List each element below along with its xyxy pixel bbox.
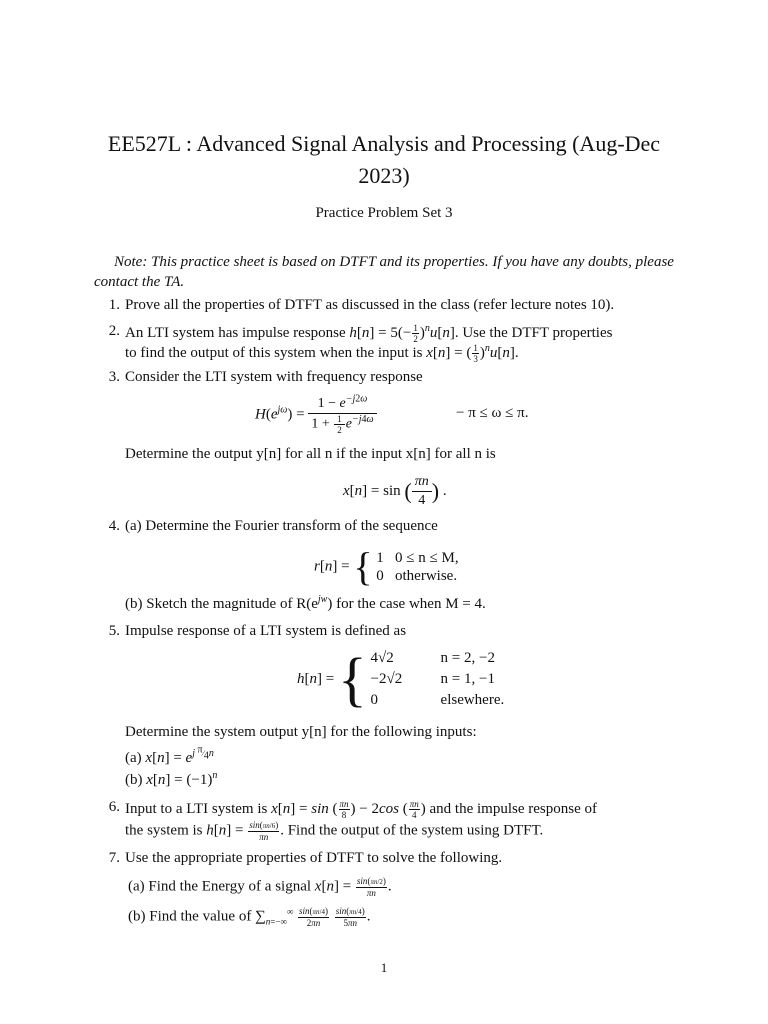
problem-2-line-2 [125, 343, 519, 364]
problem-4-number: 4. [108, 518, 120, 534]
r-case-2-condition: otherwise. [395, 568, 458, 584]
problem-4a-text: Determine the Fourier transform of the sequence [145, 518, 438, 534]
problem-3-text: Consider the LTI system with frequency response [125, 369, 423, 385]
lti-input-formula: x[n] = sin ( $\frac{\pi n}{8}$ ) − 2cos ( $\frac{\pi n}{4}$ ) [271, 799, 426, 820]
problem-5b-line: (b) $x[n] = (-1)^n$ [125, 770, 218, 788]
page-number: 1 [380, 960, 388, 975]
h-case-2-condition: n = 1, −1 [440, 671, 495, 687]
sinusoid-input-equation: x[n] = sin ( $\frac{\pi n}{4}$ ) . [343, 474, 447, 508]
frequency-range: − π ≤ ω ≤ π. [456, 405, 529, 421]
problem-6-line-1 [125, 799, 597, 820]
problem-7a-text: Find the Energy of a signal [148, 878, 312, 895]
input-formula: x[n] = ( $\frac{1}{3}$ )$^n$u[n]. [426, 342, 519, 364]
problem-5a-line: (a) $x[n] = e^{j ^\pi⁄_4n}$ [125, 744, 214, 766]
problem-7b-text: Find the value of [149, 908, 252, 925]
problem-4a-label: (a) [125, 518, 142, 534]
problem-7a-line: (a) Find the Energy of a signal x[n] = $\frac{\sin(\pi n/2)}{\pi n}$ . [128, 876, 392, 898]
problem-6-text-c: the system is [125, 822, 203, 839]
note-paragraph: Note: This practice sheet is based on DTFT and its properties. If you have any doubts, please contact the TA. [94, 254, 674, 290]
r-case-1-value: 1 [376, 550, 384, 566]
impulse-response-cases: h[n] = { 4√2 n = 2, −2 −2√2 n = 1, −1 0 elsewhere. [297, 646, 505, 713]
problem-2-text-a: An LTI system has impulse response [125, 324, 346, 341]
problem-4b-label: (b) [125, 596, 143, 612]
problem-7-text: Use the appropriate properties of DTFT to solve the following. [125, 850, 503, 866]
problem-4b-line: (b) Sketch the magnitude of $R(e^{jw})$ for the case when M = 4. [125, 594, 486, 612]
problem-6-text-b: and the impulse response of [429, 800, 597, 817]
problem-1-number: 1. [108, 297, 120, 313]
problem-7-number: 7. [108, 850, 120, 866]
problem-2-line-1 [125, 323, 612, 344]
h-case-3-condition: elsewhere. [440, 692, 505, 708]
problem-3-number: 3. [108, 369, 120, 385]
impulse-response-formula: h[n] = 5(− $\frac{1}{2}$ )$^n$u[n]. [349, 322, 459, 344]
page-subtitle: Practice Problem Set 3 [315, 205, 453, 221]
page-title: EE527L : Advanced Signal Analysis and Processing (Aug-Dec 2023) [107, 131, 661, 188]
problem-1-text: Prove all the properties of DTFT as discussed in the class (refer lecture notes 10). [125, 297, 615, 313]
r-case-1-condition: 0 ≤ n ≤ M, [395, 550, 459, 566]
problem-4a-line [125, 518, 438, 535]
problem-5-text-2: Determine the system output y[n] for the following inputs: [125, 724, 477, 740]
problem-2-number: 2. [108, 323, 120, 339]
problem-5a-label: (a) [125, 750, 142, 766]
problem-2-text-c: to find the output of this system when the input is [125, 344, 423, 361]
h-case-3-value: 0 [370, 692, 379, 708]
problem-6-text-d: . Find the output of the system using DTFT. [280, 822, 544, 839]
problem-4b-text-2: ) for the case when M = 4. [327, 596, 486, 612]
problem-6-number: 6. [108, 799, 120, 815]
frequency-response-equation: $H(e^{j\omega})$ = $1 - e^{-j2\omega}$ 1 + $\frac{1}{2}$ $e^{-j4\omega}$ [255, 395, 377, 435]
problem-7b-line: (b) Find the value of $\sum_{n=-\infty}^\infty$ $\frac{\sin(\pi n/4)}{2\pi n}$ $\frac{\sin(\pi n/4)}{5\pi n}$ . [128, 906, 371, 928]
r-case-2-value: 0 [376, 568, 384, 584]
problem-6-line-2: the system is h[n] = $\frac{\sin(\pi n/6)}{\pi n}$ . Find the output of the system using DTFT. [125, 820, 544, 842]
problem-6-text-a: Input to a LTI system is [125, 800, 268, 817]
sequence-definition: r[n] = { 1 0 ≤ n ≤ M, 0 otherwise. [314, 544, 459, 589]
problem-5b-label: (b) [125, 772, 143, 788]
h-case-1-condition: n = 2, −2 [440, 650, 495, 666]
problem-5-number: 5. [108, 623, 120, 639]
problem-7b-label: (b) [128, 908, 146, 925]
problem-5-text: Impulse response of a LTI system is defined as [125, 623, 407, 639]
problem-3-text-2: Determine the output y[n] for all n if the input x[n] for all n is [125, 446, 496, 462]
problem-7a-label: (a) [128, 878, 145, 895]
problem-4b-text: Sketch the magnitude of R(e [146, 596, 318, 612]
problem-2-text-b: Use the DTFT properties [462, 324, 613, 341]
